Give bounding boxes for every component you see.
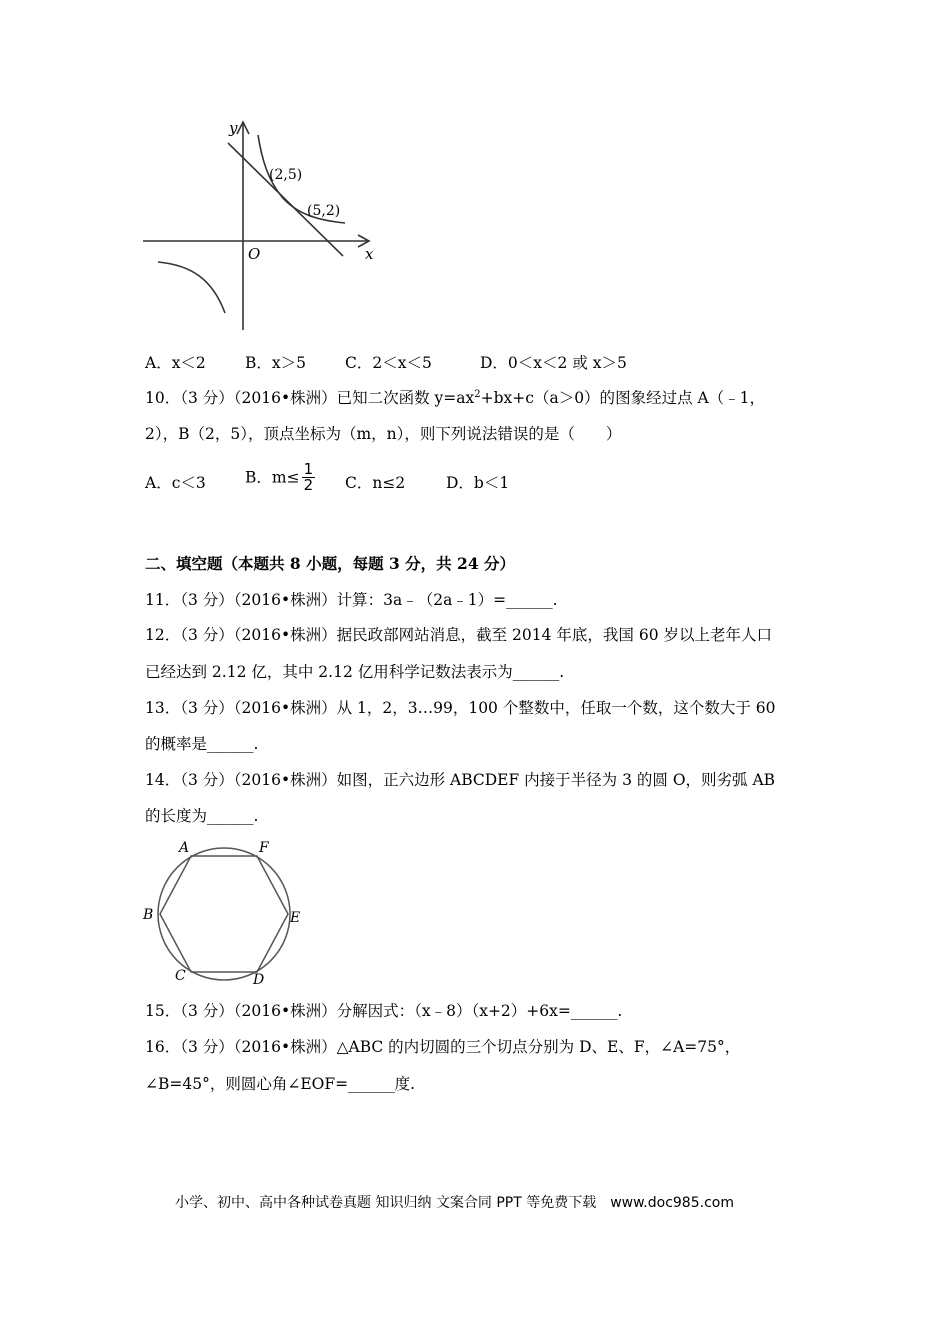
point-label-5-2: (5,2) bbox=[307, 203, 341, 219]
q13-line-2: 的概率是______. bbox=[145, 735, 259, 753]
q10-option-d: D．b＜1 bbox=[446, 474, 510, 492]
hexagon-figure bbox=[140, 838, 310, 988]
origin-label: O bbox=[248, 245, 261, 263]
q16-line-1: 16．（3 分）（2016•株洲）△ABC 的内切圆的三个切点分别为 D、E、F，∠A=75°， bbox=[145, 1038, 741, 1056]
q10-option-a: A．c＜3 bbox=[145, 474, 206, 492]
q9-option-b: B．x＞5 bbox=[245, 354, 306, 372]
q11-text: 11．（3 分）（2016•株洲）计算：3a﹣（2a﹣1）=______. bbox=[145, 591, 558, 609]
q9-option-d: D．0＜x＜2 或 x＞5 bbox=[480, 354, 627, 372]
q10-line-2: 2），B（2，5），顶点坐标为（m，n），则下列说法错误的是（ ） bbox=[145, 425, 622, 443]
vertex-label-b: B bbox=[143, 907, 154, 923]
fraction-one-half bbox=[302, 462, 316, 493]
axis-x-label: x bbox=[365, 245, 374, 263]
q9-option-c: C．2＜x＜5 bbox=[345, 354, 432, 372]
section-2-title: 二、填空题（本题共 8 小题，每题 3 分，共 24 分） bbox=[145, 554, 516, 573]
q16-line-2: ∠B=45°，则圆心角∠EOF=______度. bbox=[145, 1075, 416, 1093]
q14-line-2: 的长度为______. bbox=[145, 807, 259, 825]
q10-line-1-pre: 10．（3 分）（2016•株洲）已知二次函数 y=ax bbox=[145, 389, 475, 407]
axis-y-label: y bbox=[229, 119, 238, 137]
q14-line-1: 14．（3 分）（2016•株洲）如图，正六边形 ABCDEF 内接于半径为 3 的圆 O，则劣弧 AB bbox=[145, 771, 776, 789]
q10-option-b-prefix: B．m≤ bbox=[245, 468, 300, 487]
fraction-numerator: 1 bbox=[303, 460, 314, 478]
vertex-label-c: C bbox=[175, 968, 186, 984]
q12-line-1: 12．（3 分）（2016•株洲）据民政部网站消息，截至 2014 年底，我国 60 岁以上老年人口 bbox=[145, 626, 772, 644]
q13-line-1: 13．（3 分）（2016•株洲）从 1，2，3…99，100 个整数中，任取一个数，这个数大于 60 bbox=[145, 699, 776, 717]
vertex-label-d: D bbox=[253, 972, 265, 988]
q10-option-c: C．n≤2 bbox=[345, 474, 406, 492]
point-label-2-5: (2,5) bbox=[269, 167, 303, 183]
vertex-label-e: E bbox=[290, 910, 301, 926]
straight-line bbox=[228, 143, 343, 256]
regular-hexagon bbox=[160, 856, 288, 972]
fraction-denominator: 2 bbox=[303, 476, 314, 494]
q10-exponent: 2 bbox=[474, 388, 481, 400]
hyperbola-branch-lower bbox=[158, 262, 225, 313]
q10-line-1 bbox=[145, 387, 765, 409]
q10-option-b bbox=[245, 462, 315, 493]
vertex-label-f: F bbox=[259, 840, 269, 856]
function-graph-figure bbox=[140, 115, 380, 335]
q10-line-1-post: +bx+c（a＞0）的图象经过点 A（﹣1， bbox=[480, 389, 766, 407]
vertex-label-a: A bbox=[179, 840, 190, 856]
q15-text: 15．（3 分）（2016•株洲）分解因式：（x﹣8）（x+2）+6x=______. bbox=[145, 1002, 623, 1020]
circumscribed-circle bbox=[158, 848, 290, 980]
page-footer: 小学、初中、高中各种试卷真题 知识归纳 文案合同 PPT 等免费下载 www.doc985.com bbox=[175, 1195, 734, 1211]
q9-option-a: A．x＜2 bbox=[145, 354, 206, 372]
q12-line-2: 已经达到 2.12 亿，其中 2.12 亿用科学记数法表示为______. bbox=[145, 663, 565, 681]
